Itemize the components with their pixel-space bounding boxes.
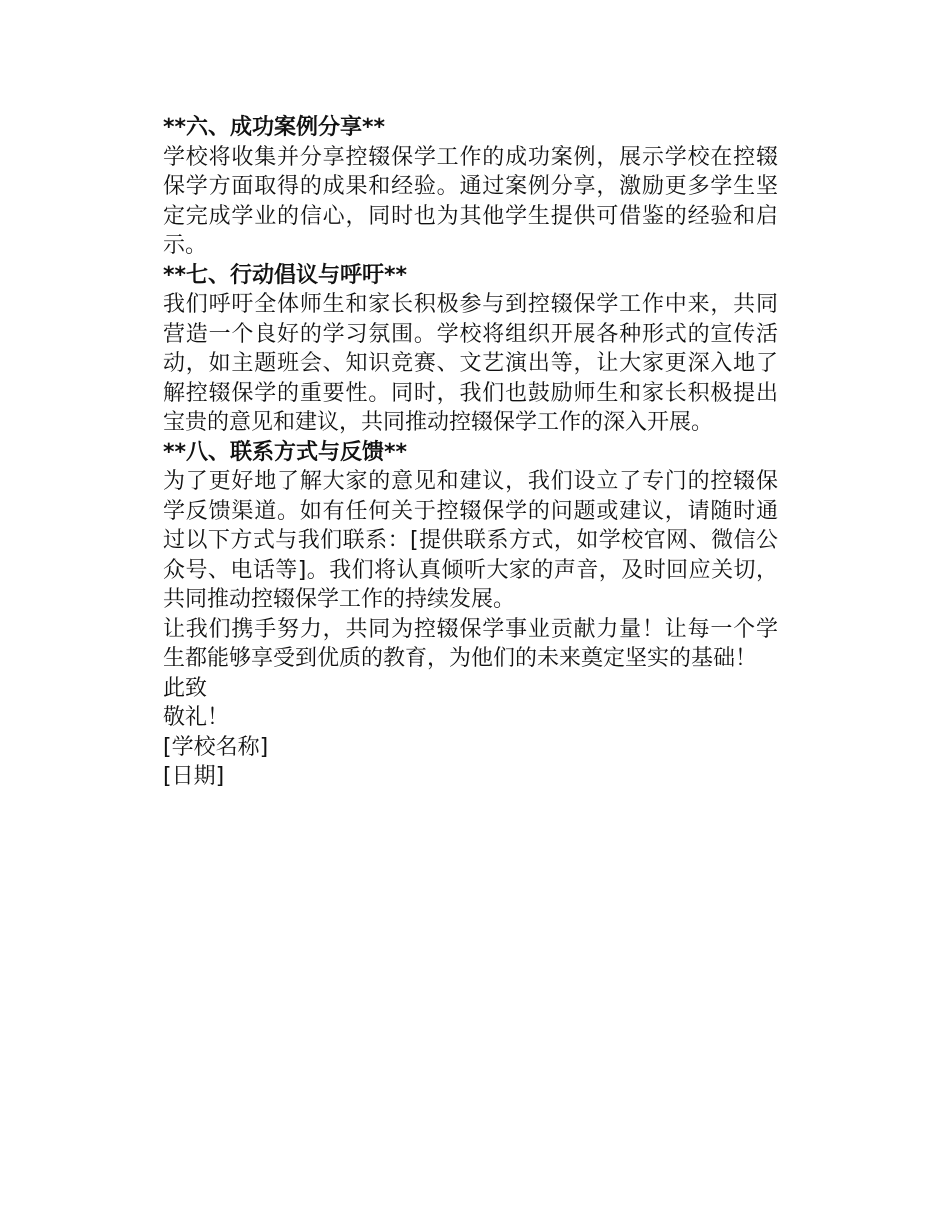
section-heading-8: **八、联系方式与反馈** bbox=[163, 439, 408, 465]
section-heading-6: **六、成功案例分享** bbox=[163, 115, 386, 140]
salutation-line-2: 敬礼！ bbox=[163, 705, 230, 730]
section-body-8: 为了更好地了解大家的意见和建议，我们设立了专门的控辍保学反馈渠道。如有任何关于控辍保学的问题或建议，请随时通过以下方式与我们联系：[提供联系方式，如学校官网、微信公众号、电话等]。我们将认真倾听大家的声音，及时回应关切，共同推动控辍保学工作的持续发展。 bbox=[163, 469, 778, 612]
section-body-7: 我们呼吁全体师生和家长积极参与到控辍保学工作中来，共同营造一个良好的学习氛围。学校将组织开展各种形式的宣传活动，如主题班会、知识竞赛、文艺演出等，让大家更深入地了解控辍保学的重要性。同时，我们也鼓励师生和家长积极提出宝贵的意见和建议，共同推动控辍保学工作的深入开展。 bbox=[163, 292, 778, 435]
date-placeholder: [日期] bbox=[163, 764, 225, 789]
school-name-placeholder: [学校名称] bbox=[163, 734, 269, 760]
closing-paragraph: 让我们携手努力，共同为控辍保学事业贡献力量！让每一个学生都能够享受到优质的教育，为他们的未来奠定坚实的基础！ bbox=[163, 616, 778, 671]
section-body-6: 学校将收集并分享控辍保学工作的成功案例，展示学校在控辍保学方面取得的成果和经验。通过案例分享，激励更多学生坚定完成学业的信心，同时也为其他学生提供可借鉴的经验和启示。 bbox=[163, 144, 778, 258]
salutation-line-1: 此致 bbox=[163, 675, 208, 701]
document-body bbox=[163, 113, 778, 792]
section-heading-7: **七、行动倡议与呼吁** bbox=[163, 262, 408, 288]
